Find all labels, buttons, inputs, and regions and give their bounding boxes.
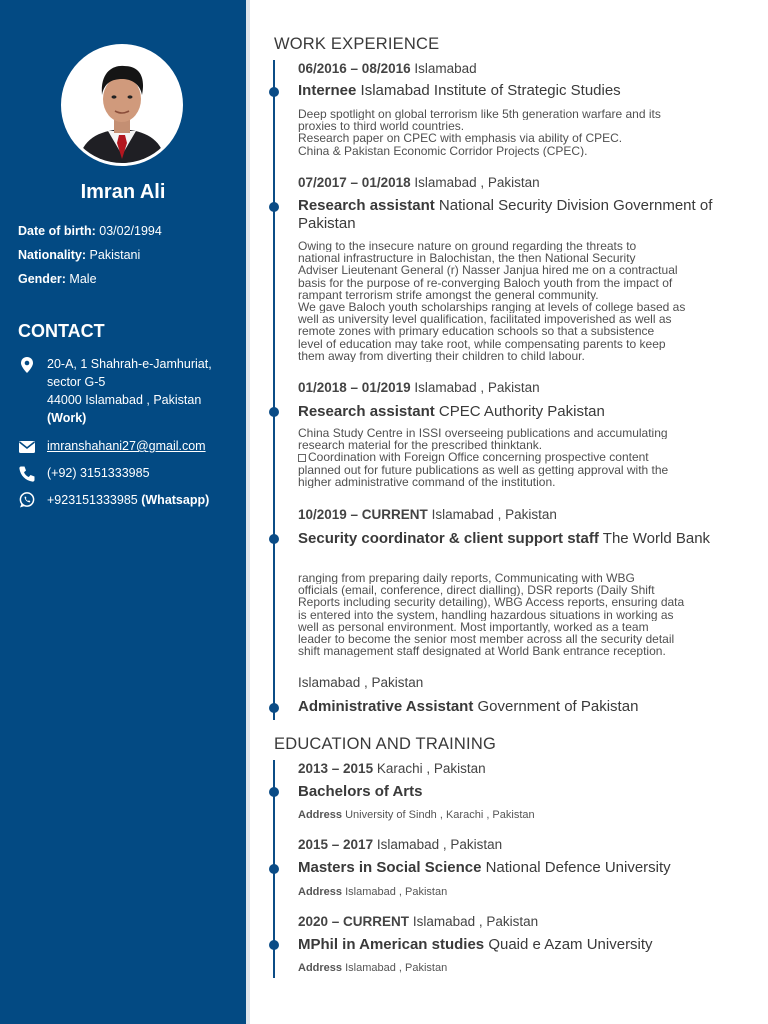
contact-heading: CONTACT	[18, 321, 105, 341]
work-dates: 01/2018 – 01/2019	[298, 380, 411, 395]
whatsapp-number[interactable]: +923151333985	[47, 493, 138, 507]
work-dates: 10/2019 – CURRENT	[298, 507, 428, 522]
work-location: Islamabad , Pakistan	[414, 380, 540, 395]
work-entry-date	[298, 507, 557, 522]
work-description	[298, 240, 730, 362]
desc-line: remote zones with primary education schools so that a subsistence	[298, 325, 655, 338]
gender-value: Male	[69, 272, 97, 286]
education-heading: EDUCATION AND TRAINING	[274, 735, 496, 753]
degree-title: Bachelors of Arts	[298, 783, 423, 800]
dob-value: 03/02/1994	[99, 224, 162, 238]
education-degree	[298, 783, 738, 801]
profile-photo	[64, 47, 180, 163]
gender-label: Gender:	[18, 272, 66, 286]
desc-line: Coordination with Foreign Office concerning prospective content	[308, 451, 649, 464]
sidebar-divider	[246, 0, 250, 1024]
work-title: Security coordinator & client support staff	[298, 530, 599, 547]
email-link[interactable]: imranshahani27@gmail.com	[47, 439, 206, 453]
work-location: Islamabad	[414, 61, 477, 76]
work-title: Administrative Assistant	[298, 698, 474, 715]
desc-line: officials (email, conference, direct dialling), DSR reports (Daily Shift	[298, 584, 655, 597]
address-label: Address	[298, 809, 343, 821]
education-organization: Quaid e Azam University	[488, 936, 653, 953]
desc-line: Owing to the insecure nature on ground regarding the threats to	[298, 240, 637, 253]
work-entry-date	[298, 675, 423, 690]
education-address	[298, 809, 535, 821]
whatsapp-row	[47, 491, 209, 509]
desc-line: national infrastructure in Balochistan, the then National Security	[298, 252, 636, 265]
timeline-dot	[269, 202, 279, 212]
education-dates: 2020 – CURRENT	[298, 914, 410, 929]
nationality-row	[18, 247, 140, 263]
education-location: Islamabad , Pakistan	[376, 837, 503, 852]
work-dates: 07/2017 – 01/2018	[298, 175, 411, 190]
address-tag: (Work)	[47, 411, 87, 425]
nationality-value: Pakistani	[89, 248, 141, 262]
education-location: Karachi , Pakistan	[376, 761, 486, 776]
work-role	[298, 197, 738, 233]
work-entry-date	[298, 380, 540, 395]
work-organization: Islamabad Institute of Strategic Studies	[360, 82, 621, 99]
education-degree	[298, 859, 738, 877]
desc-line: level of education may take root, while compensating parents to keep	[298, 337, 666, 350]
dob-row	[18, 223, 162, 239]
desc-line: rampant terrorism strife amongst the general community.	[298, 288, 599, 302]
degree-title: Masters in Social Science	[298, 859, 482, 876]
work-title: Internee	[298, 82, 357, 99]
desc-line: proxies to third world countries.	[298, 120, 465, 133]
bullet-glyph-icon	[298, 454, 306, 462]
desc-line: research material for the prescribed thinktank.	[298, 439, 543, 452]
address-label: Address	[298, 962, 343, 974]
education-location: Islamabad , Pakistan	[412, 914, 539, 929]
work-experience-heading: WORK EXPERIENCE	[274, 35, 440, 53]
timeline-dot	[269, 703, 279, 713]
desc-line: Adviser Lieutenant General (r) Nasser Janjua hired me on a contractual	[298, 264, 678, 277]
desc-line: planned out for future publications as well as getting approval with the	[298, 463, 669, 476]
phone-icon	[18, 465, 36, 483]
work-entry-date	[298, 61, 477, 76]
desc-line: leader to become the senior most member across all the security detail	[298, 633, 675, 646]
desc-line: well as personal environment. Most importantly, worked as a team	[298, 620, 649, 634]
avatar	[61, 44, 183, 166]
timeline-dot	[269, 87, 279, 97]
work-title: Research assistant	[298, 403, 435, 420]
education-dates: 2013 – 2015	[298, 761, 374, 776]
timeline-dot	[269, 407, 279, 417]
address-label: Address	[298, 886, 343, 898]
work-description	[298, 108, 730, 157]
work-timeline	[273, 60, 275, 720]
education-entry-date	[298, 761, 486, 776]
education-degree	[298, 936, 738, 954]
work-location: Islamabad , Pakistan	[414, 175, 540, 190]
whatsapp-icon	[18, 491, 36, 509]
timeline-dot	[269, 940, 279, 950]
work-organization: The World Bank	[602, 530, 711, 547]
desc-line: We gave Baloch youth scholarships ranging at levels of college based as	[298, 301, 686, 314]
desc-line: Reports including security detailing), WBG Access reports, ensuring data	[298, 596, 685, 609]
work-description	[298, 572, 730, 657]
address-line-2: sector G-5	[47, 375, 106, 389]
desc-line: shift management staff designated at World Bank entrance reception.	[298, 645, 666, 658]
sidebar	[0, 0, 246, 1024]
work-role	[298, 698, 738, 716]
education-entry-date	[298, 837, 502, 852]
work-description	[298, 427, 730, 488]
desc-line: ranging from preparing daily reports, Communicating with WBG	[298, 572, 635, 585]
timeline-dot	[269, 864, 279, 874]
desc-line: Research paper on CPEC with emphasis via ability of CPEC.	[298, 132, 623, 145]
contact-address	[47, 355, 212, 427]
work-dates: 06/2016 – 08/2016	[298, 61, 411, 76]
timeline-dot	[269, 534, 279, 544]
profile-name: Imran Ali	[80, 181, 166, 203]
desc-line: them away from diverting their children to child labour.	[298, 349, 585, 363]
work-entry-date	[298, 175, 540, 190]
education-dates: 2015 – 2017	[298, 837, 374, 852]
address-value: University of Sindh , Karachi , Pakistan	[345, 809, 535, 821]
address-line-3: 44000 Islamabad , Pakistan	[47, 393, 202, 407]
work-organization: CPEC Authority Pakistan	[438, 403, 605, 420]
address-value: Islamabad , Pakistan	[345, 962, 448, 974]
work-role	[298, 82, 738, 100]
education-organization: National Defence University	[485, 859, 671, 876]
work-organization: National Security Division Government of Pakistan	[298, 197, 713, 232]
degree-title: MPhil in American studies	[298, 936, 485, 953]
desc-line: is entered into the system, handling hazardous situations in working as	[298, 608, 674, 621]
email-icon	[18, 438, 36, 456]
desc-line: well as university level qualification, facilitated impoverished as well as	[298, 313, 672, 326]
whatsapp-tag: (Whatsapp)	[141, 493, 210, 507]
location-pin-icon	[18, 356, 36, 374]
work-role	[298, 403, 738, 421]
desc-line: basis for the purpose of re-converging Baloch youth from the impact of	[298, 276, 673, 289]
address-value: Islamabad , Pakistan	[345, 886, 448, 898]
work-title: Research assistant	[298, 197, 435, 214]
desc-line: higher administrative command of the institution.	[298, 475, 556, 489]
education-address	[298, 962, 447, 974]
education-address	[298, 886, 447, 898]
work-location: Islamabad , Pakistan	[298, 675, 424, 690]
timeline-dot	[269, 787, 279, 797]
phone-number[interactable]: (+92) 3151333985	[47, 466, 150, 480]
work-location: Islamabad , Pakistan	[431, 507, 557, 522]
gender-row	[18, 271, 97, 287]
desc-line: China Study Centre in ISSI overseeing publications and accumulating	[298, 427, 668, 440]
work-organization: Government of Pakistan	[477, 698, 639, 715]
nationality-label: Nationality:	[18, 248, 87, 262]
dob-label: Date of birth:	[18, 224, 96, 238]
work-role	[298, 530, 738, 548]
desc-line: China & Pakistan Economic Corridor Projects (CPEC).	[298, 144, 588, 157]
education-entry-date	[298, 914, 538, 929]
desc-line: Deep spotlight on global terrorism like 5th generation warfare and its	[298, 108, 661, 121]
address-line-1: 20-A, 1 Shahrah-e-Jamhuriat,	[47, 357, 212, 371]
